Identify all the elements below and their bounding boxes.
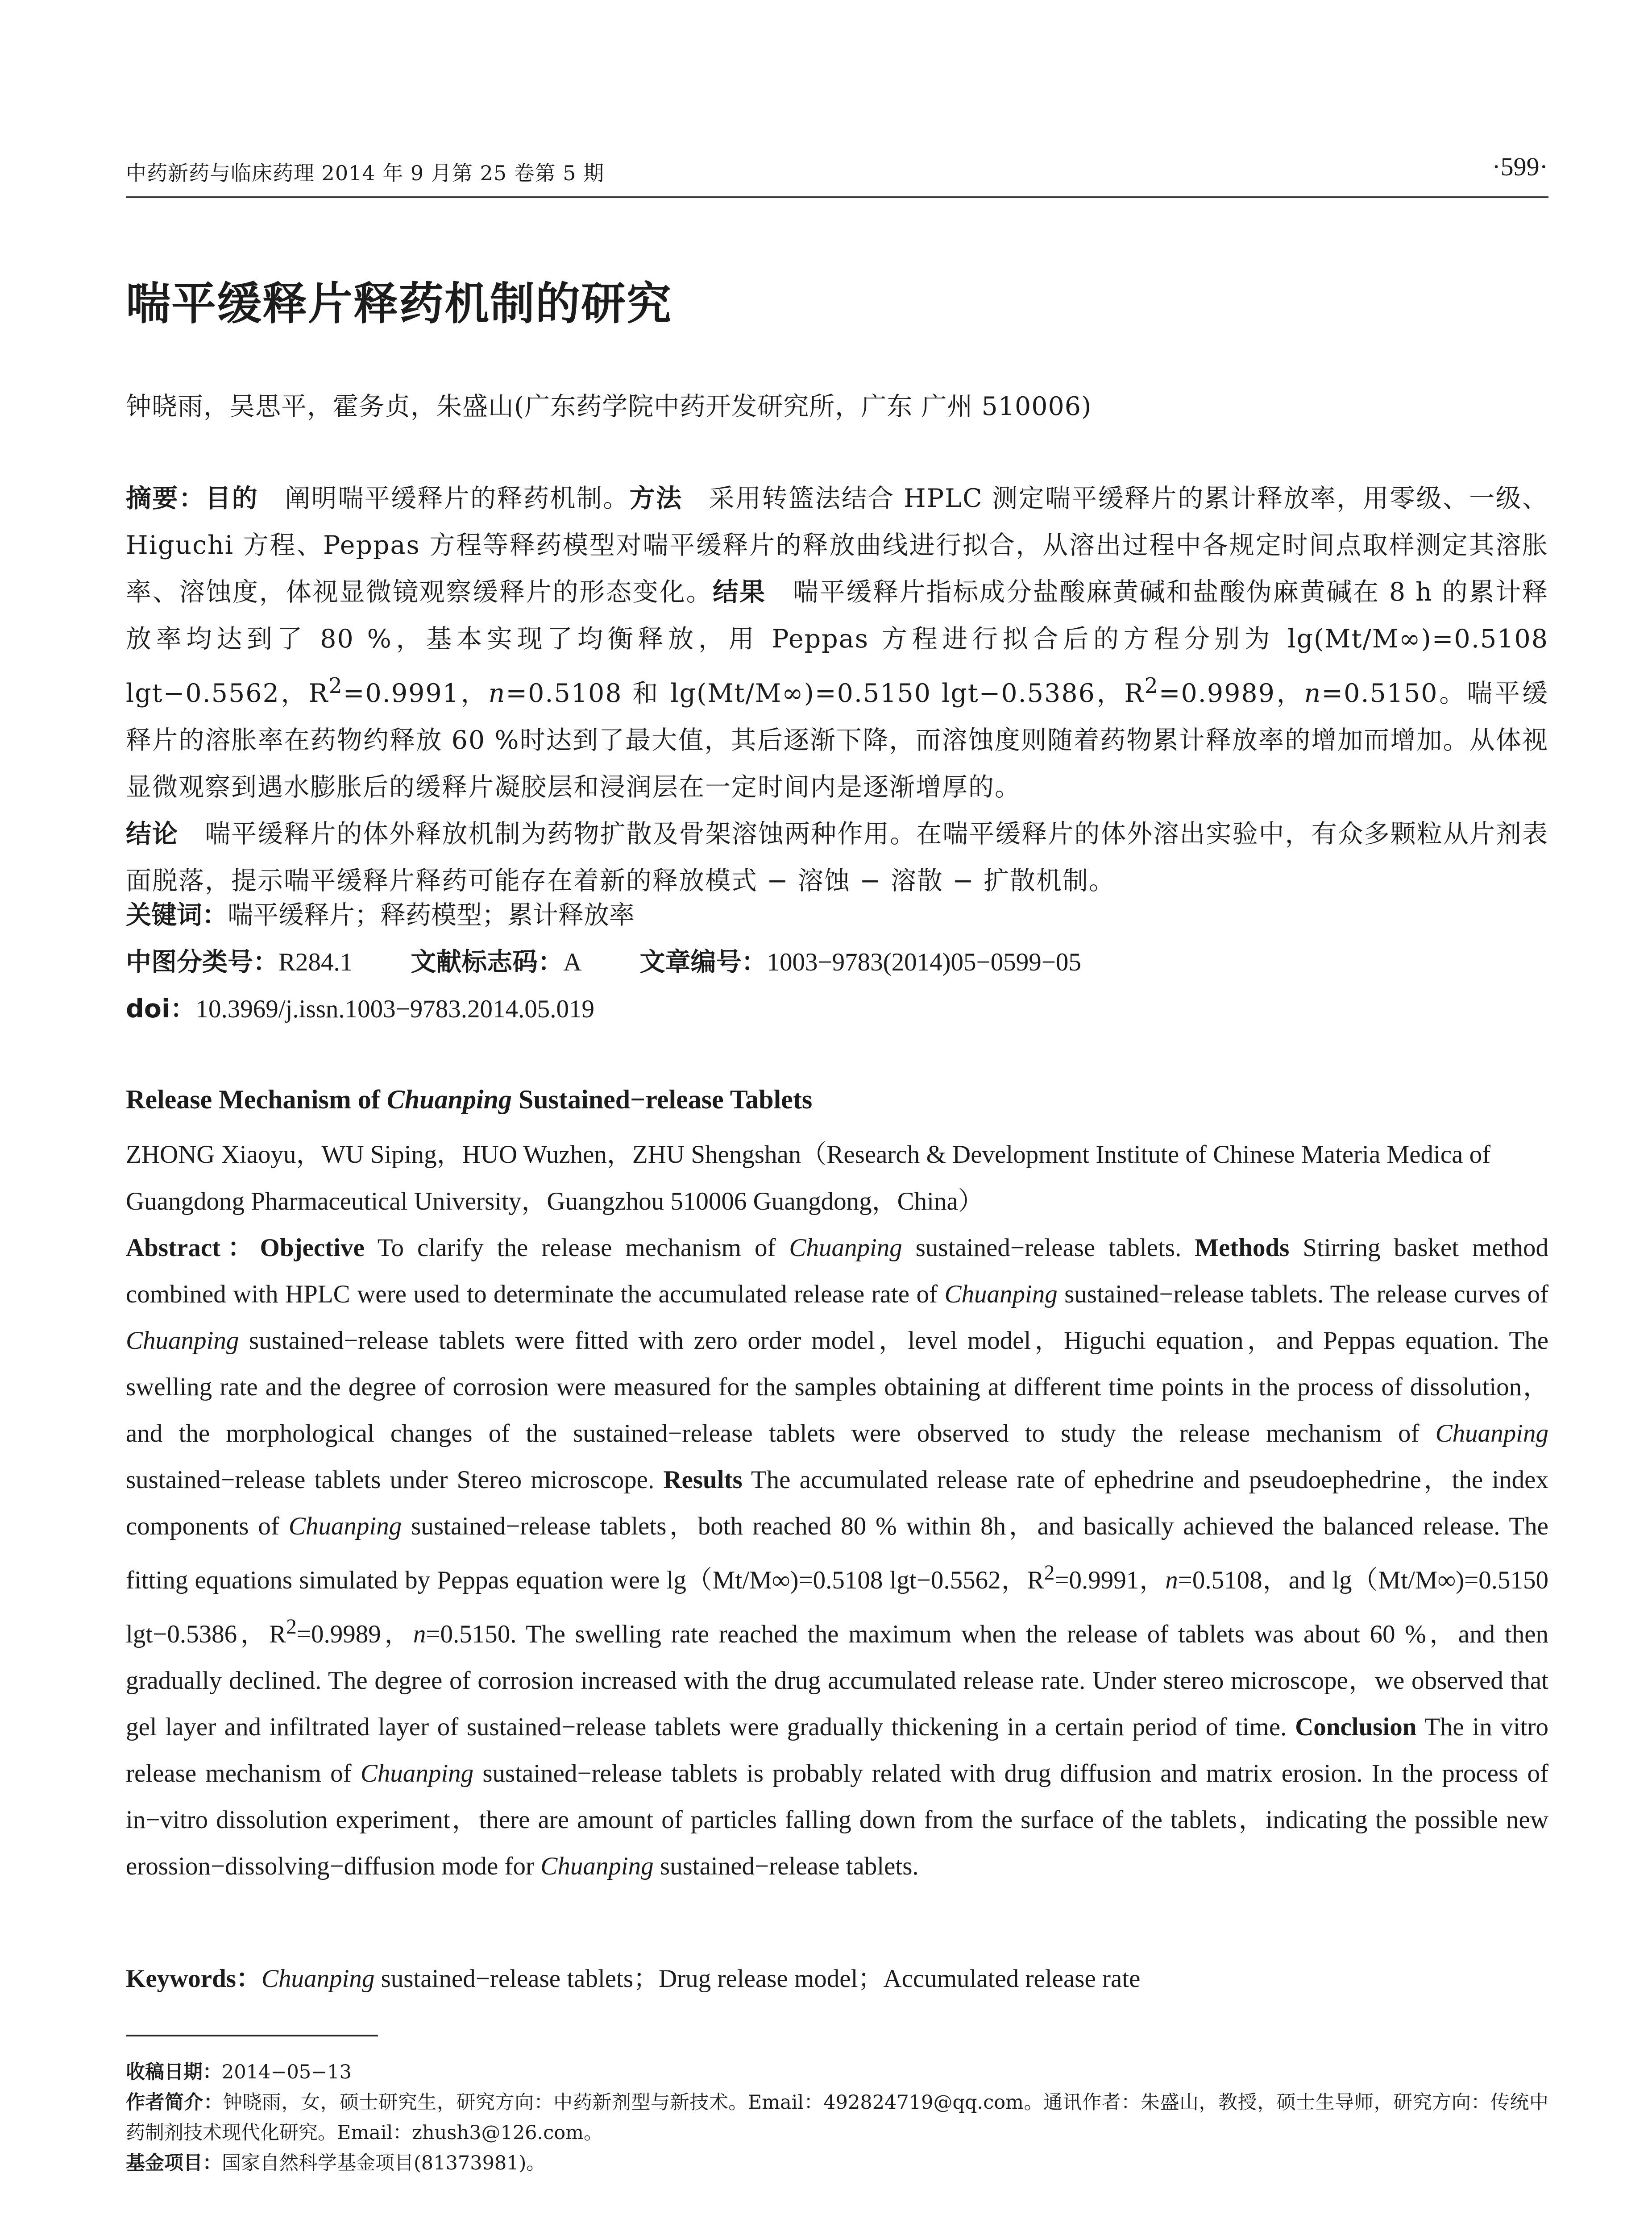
doi-label: doi： bbox=[126, 994, 196, 1024]
doi-value[interactable]: 10.3969/j.issn.1003−9783.2014.05.019 bbox=[195, 995, 595, 1023]
english-keywords: Keywords：Chuanping sustained−release tablets；Drug release model；Accumulated release rate bbox=[126, 1965, 1141, 1993]
clc-value: R284.1 bbox=[278, 948, 353, 976]
doc-code-value: A bbox=[563, 948, 582, 976]
page-number: ·599· bbox=[1492, 152, 1548, 181]
doi-row bbox=[126, 988, 1548, 1025]
en-objective-label: Objective bbox=[260, 1234, 365, 1262]
header-rule bbox=[126, 196, 1548, 198]
english-abstract: Abstract：Objective To clarify the release mechanism of Chuanping sustained−release tablets. Methods Stirring basket method combined with HPLC were used to determinate the accumulated release rate of Chuanping sustained−release tablets. The release curves of Chuanping sustained−release tablets were fitted with zero order model，level model，Higuchi equation，and Peppas equation. The swelling rate and the degree of corrosion were measured for the samples obtaining at different time points in the process of dissolution，and the morphological changes of the sustained−release tablets were observed to study the release mechanism of Chuanping sustained−release tablets under Stereo microscope. Results The accumulated release rate of ephedrine and pseudoephedrine，the index components of Chuanping sustained−release tablets，both reached 80 % within 8h，and basically achieved the balanced release. The fitting equations simulated by Peppas equation were lg（Mt/M∞)=0.5108 lgt−0.5562，$R^2=0.9991$，n=0.5108，and lg（Mt/M∞)=0.5150 lgt−0.5386，$R^2=0.9989$，n=0.5150. The swelling rate reached the maximum when the release of tablets was about 60 %，and then gradually declined. The degree of corrosion increased with the drug accumulated release rate. Under stereo microscope，we observed that gel layer and infiltrated layer of sustained−release tablets were gradually thickening in a certain period of time. Conclusion The in vitro release mechanism of Chuanping sustained−release tablets is probably related with drug diffusion and matrix erosion. In the process of in−vitro dissolution experiment，there are amount of particles falling down from the surface of the tablets，indicating the possible new erossion−dissolving−diffusion mode for Chuanping sustained−release tablets. bbox=[126, 1234, 1548, 1880]
received-date: 收稿日期：2014−05−13 bbox=[126, 2061, 352, 2083]
english-authors: ZHONG Xiaoyu，WU Siping，HUO Wuzhen，ZHU Shengshan（Research & Development Institute of Chinese Materia Medica of Guangdong Pharmaceutical University，Guangzhou 510006 Guangdong，China） bbox=[126, 1140, 1491, 1215]
classification-row bbox=[126, 941, 1548, 978]
journal-running-head: 中药新药与临床药理 2014 年 9 月第 25 卷第 5 期 bbox=[126, 161, 605, 185]
doc-code-label: 文献标志码： bbox=[411, 947, 564, 977]
article-title: 喘平缓释片释药机制的研究 bbox=[126, 278, 672, 330]
en-conclusion-label: Conclusion bbox=[1295, 1713, 1417, 1741]
results-text: 喘平缓释片指标成分盐酸麻黄碱和盐酸伪麻黄碱在 8 h 的累计释放率均达到了 80 %，基本实现了均衡释放，用 Peppas 方程进行拟合后的方程分别为 lg(Mt/M∞)=0.5108 lgt−0.5562，$R^2=0.9991$，n=0.5108 和 lg(Mt/M∞)=0.5150 lgt−0.5386，$R^2=0.9989$，n=0.5150。喘平缓释片的溶胀率在药物约释放 60 %时达到了最大值，其后逐渐下降，而溶蚀度则随着药物累计释放率的增加而增加。从体视显微观察到遇水膨胀后的缓释片凝胶层和浸润层在一定时间内是逐渐增厚的。 bbox=[126, 577, 1548, 802]
clc-label: 中图分类号： bbox=[126, 947, 278, 977]
objective-text: 阐明喘平缓释片的释药机制。 bbox=[285, 484, 630, 513]
conclusion-text: 喘平缓释片的体外释放机制为药物扩散及骨架溶蚀两种作用。在喘平缓释片的体外溶出实验中，有众多颗粒从片剂表面脱落，提示喘平缓释片释药可能存在着新的释放模式 − 溶蚀 − 溶散 − 扩散机制。 bbox=[126, 819, 1548, 896]
en-results-label: Results bbox=[663, 1466, 743, 1494]
methods-text: 采用转篮法结合 HPLC 测定喘平缓释片的累计释放率，用零级、一级、Higuchi 方程、Peppas 方程等释药模型对喘平缓释片的释放曲线进行拟合，从溶出过程中各规定时间点取样测定其溶胀率、溶蚀度，体视显微镜观察缓释片的形态变化。 bbox=[126, 484, 1549, 607]
methods-label: 方法 bbox=[629, 484, 683, 513]
footnotes bbox=[126, 2057, 1548, 2178]
english-title: Release Mechanism of Chuanping Sustained−release Tablets bbox=[126, 1085, 813, 1114]
en-methods-label: Methods bbox=[1195, 1234, 1290, 1262]
article-number-label: 文章编号： bbox=[639, 947, 767, 977]
en-abstract-label: Abstract： bbox=[126, 1234, 260, 1262]
chinese-abstract bbox=[126, 475, 1548, 904]
author-bio: 作者简介：钟晓雨，女，硕士研究生，研究方向：中药新剂型与新技术。Email：492824719@qq.com。通讯作者：朱盛山，教授，硕士生导师，研究方向：传统中药制剂技术现代化研究。Email：zhush3@126.com。 bbox=[126, 2091, 1549, 2144]
article-number-value: 1003−9783(2014)05−0599−05 bbox=[767, 948, 1081, 976]
objective-label: 目的 bbox=[205, 484, 258, 513]
keywords-cn: 关键词：喘平缓释片；释药模型；累计释放率 bbox=[126, 900, 635, 930]
footnote-rule bbox=[126, 2035, 378, 2036]
results-label: 结果 bbox=[713, 577, 766, 607]
funding: 基金项目：国家自然科学基金项目(81373981)。 bbox=[126, 2152, 546, 2174]
conclusion-label: 结论 bbox=[126, 819, 179, 849]
author-affiliation: 钟晓雨，吴思平，霍务贞，朱盛山(广东药学院中药开发研究所，广东 广州 510006) bbox=[126, 392, 1092, 421]
abstract-label: 摘要： bbox=[126, 484, 206, 513]
